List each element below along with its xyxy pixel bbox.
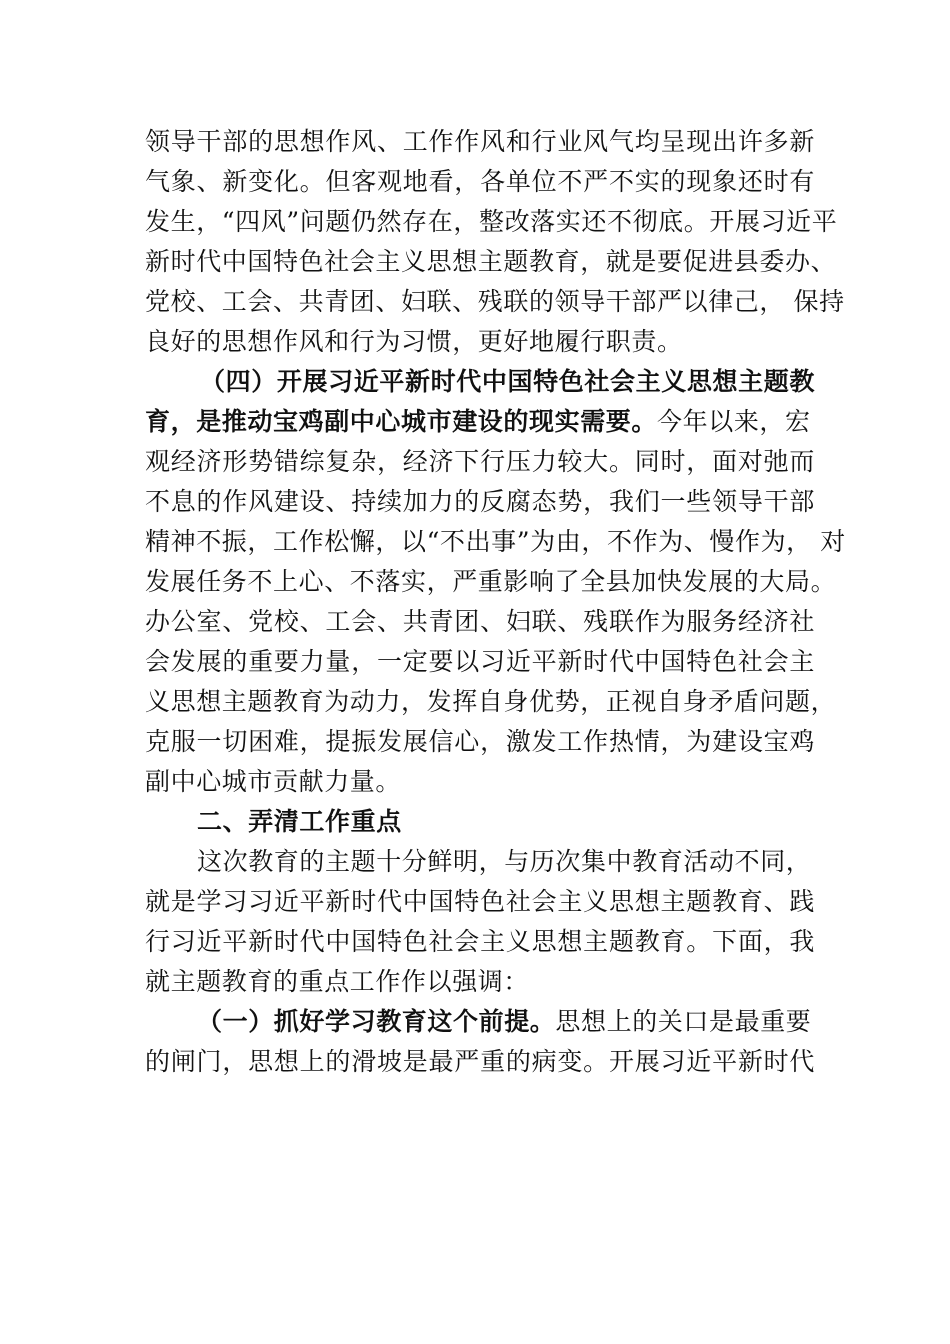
text-line: 发展任务不上心、不落实，严重影响了全县加快发展的大局。 <box>145 567 837 596</box>
text-fragment: 思想上的关口是最重要 <box>555 1007 812 1036</box>
text-line: 领导干部的思想作风、工作作风和行业风气均呈现出许多新 <box>145 127 815 156</box>
text-line: 精神不振，工作松懈，以“不出事”为由，不作为、慢作为， 对 <box>145 527 846 556</box>
text-line: 党校、工会、共青团、妇联、残联的领导干部严以律己， 保持 <box>145 287 845 316</box>
text-line: 良好的思想作风和行为习惯，更好地履行职责。 <box>145 327 683 356</box>
text-line: 义思想主题教育为动力，发挥自身优势，正视自身矛盾问题， <box>145 687 837 716</box>
text-line: 不息的作风建设、持续加力的反腐态势，我们一些领导干部 <box>145 487 815 516</box>
text-line: 克服一切困难，提振发展信心，激发工作热情，为建设宝鸡 <box>145 727 815 756</box>
text-line: 办公室、党校、工会、共青团、妇联、残联作为服务经济社 <box>145 607 815 636</box>
text-line: 新时代中国特色社会主义思想主题教育，就是要促进县委办、 <box>145 247 837 276</box>
text-line: 的闸门，思想上的滑坡是最严重的病变。开展习近平新时代 <box>145 1047 815 1076</box>
text-line-mixed <box>197 1002 815 1042</box>
text-fragment: 今年以来，宏 <box>657 407 811 436</box>
text-line: 行习近平新时代中国特色社会主义思想主题教育。下面，我 <box>145 927 815 956</box>
text-line-mixed <box>145 402 815 442</box>
subheading-one: （一）抓好学习教育这个前提。 <box>197 1007 556 1036</box>
text-line: 会发展的重要力量，一定要以习近平新时代中国特色社会主 <box>145 647 815 676</box>
text-line: 就是学习习近平新时代中国特色社会主义思想主题教育、践 <box>145 887 815 916</box>
subheading-four: （四）开展习近平新时代中国特色社会主义思想主题教 <box>200 367 815 396</box>
text-line: 观经济形势错综复杂，经济下行压力较大。同时，面对弛而 <box>145 447 815 476</box>
subheading-four-continued: 育，是推动宝鸡副中心城市建设的现实需要。 <box>145 407 658 436</box>
section-heading: 二、弄清工作重点 <box>197 807 402 836</box>
text-line: 气象、新变化。但客观地看，各单位不严不实的现象还时有 <box>145 167 815 196</box>
text-line: 发生，“四风”问题仍然存在，整改落实还不彻底。开展习近平 <box>145 207 838 236</box>
text-line: 这次教育的主题十分鲜明，与历次集中教育活动不同， <box>197 847 812 876</box>
text-line: 就主题教育的重点工作作以强调： <box>145 967 530 996</box>
text-line: 副中心城市贡献力量。 <box>145 767 402 796</box>
